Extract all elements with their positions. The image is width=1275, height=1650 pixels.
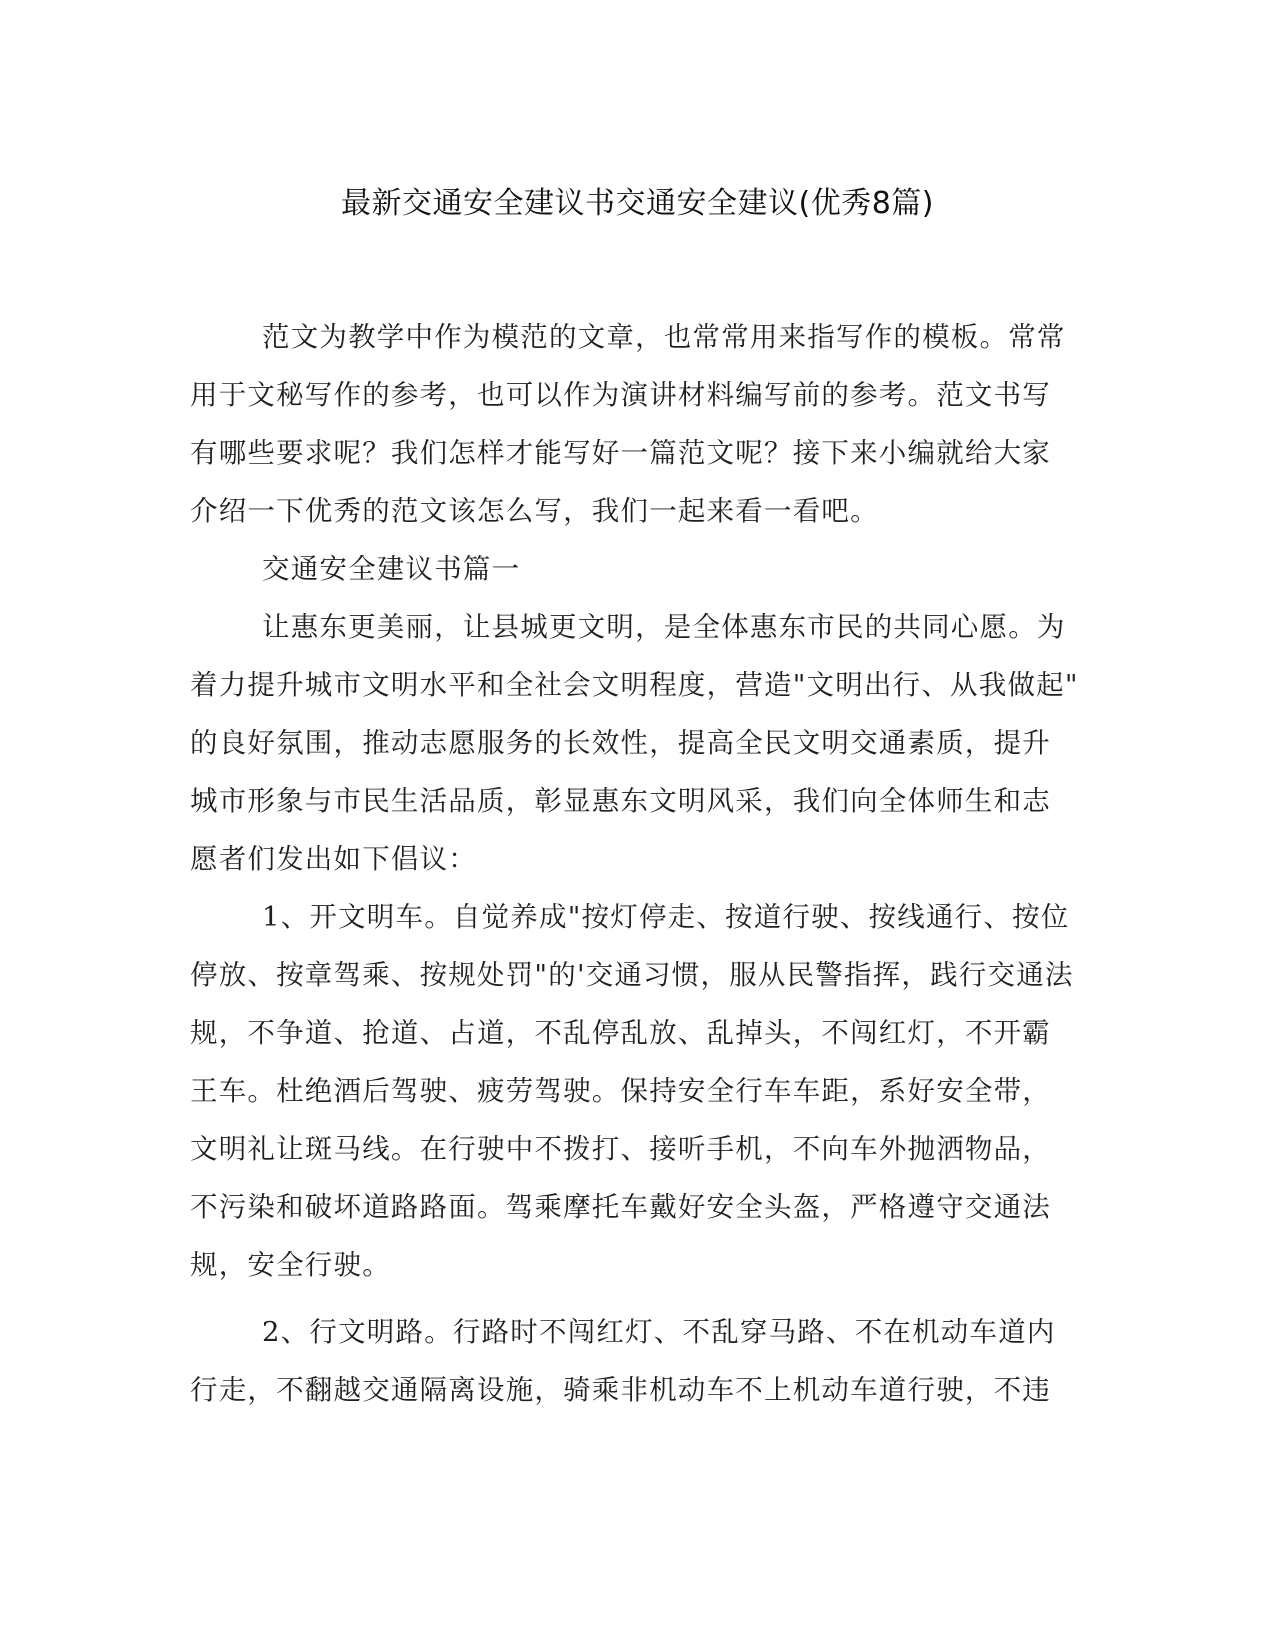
para3-line-2: 行走，不翻越交通隔离设施，骑乘非机动车不上机动车道行驶，不违 [190, 1374, 1051, 1406]
para2-line-7: 规，安全行驶。 [190, 1249, 391, 1281]
para2-line-4: 王车。杜绝酒后驾驶、疲劳驾驶。保持安全行车车距，系好安全带， [190, 1075, 1051, 1107]
para2-line-5: 文明礼让斑马线。在行驶中不拨打、接听手机，不向车外抛洒物品， [190, 1133, 1051, 1165]
para2-line-1: 1、开文明车。自觉养成"按灯停走、按道行驶、按线通行、按位 [262, 901, 1070, 933]
intro-line-1: 范文为教学中作为模范的文章，也常常用来指写作的模板。常常 [262, 321, 1066, 353]
document-title: 最新交通安全建议书交通安全建议(优秀8篇) [341, 186, 934, 221]
para2-line-2: 停放、按章驾乘、按规处罚"的'交通习惯，服从民警指挥，践行交通法 [190, 959, 1074, 991]
intro-line-2: 用于文秘写作的参考，也可以作为演讲材料编写前的参考。范文书写 [190, 379, 1051, 411]
para1-line-1: 让惠东更美丽，让县城更文明，是全体惠东市民的共同心愿。为 [262, 611, 1066, 643]
para1-line-3: 的良好氛围，推动志愿服务的长效性，提高全民文明交通素质，提升 [190, 727, 1051, 759]
para2-line-6: 不污染和破坏道路路面。驾乘摩托车戴好安全头盔，严格遵守交通法 [190, 1191, 1051, 1223]
section-heading: 交通安全建议书篇一 [262, 553, 521, 585]
para2-line-3: 规，不争道、抢道、占道，不乱停乱放、乱掉头，不闯红灯，不开霸 [190, 1017, 1051, 1049]
para3-line-1: 2、行文明路。行路时不闯红灯、不乱穿马路、不在机动车道内 [262, 1316, 1056, 1348]
para1-line-4: 城市形象与市民生活品质，彰显惠东文明风采，我们向全体师生和志 [190, 785, 1051, 817]
para1-line-5: 愿者们发出如下倡议： [190, 843, 477, 875]
para1-line-2: 着力提升城市文明水平和全社会文明程度，营造"文明出行、从我做起" [190, 669, 1079, 701]
intro-line-4: 介绍一下优秀的范文该怎么写，我们一起来看一看吧。 [190, 495, 879, 527]
intro-line-3: 有哪些要求呢？我们怎样才能写好一篇范文呢？接下来小编就给大家 [190, 437, 1051, 469]
